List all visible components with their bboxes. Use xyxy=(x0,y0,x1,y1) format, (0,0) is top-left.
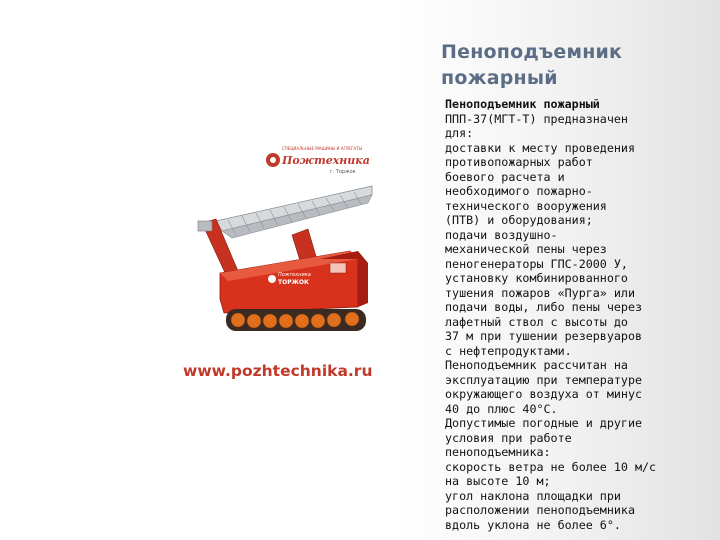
brand-logo xyxy=(266,146,370,175)
description-line: подачи воздушно- xyxy=(445,227,558,242)
website-url: www.pozhtechnika.ru xyxy=(183,362,373,380)
slide-title-line-1: Пеноподъемник xyxy=(441,41,623,63)
description-line: подачи воды, либо пены через xyxy=(445,300,643,314)
description-line: скорость ветра не более 10 м/с xyxy=(445,459,657,474)
vehicle-label-1: Пожтехника xyxy=(278,272,311,278)
description-line: вдоль уклона не более 6°. xyxy=(445,517,621,532)
description-line: для: xyxy=(445,126,474,140)
description-line: расположении пеноподъемника xyxy=(445,503,635,517)
description-line: Пеноподъемник рассчитан на xyxy=(445,358,628,372)
description-line: окружающего воздуха от минус xyxy=(445,387,643,401)
description-line: пеногенераторы ГПС-2000 У, xyxy=(445,256,628,271)
description-line: доставки к месту проведения xyxy=(445,140,635,155)
cab-window xyxy=(330,263,346,273)
description-line: (ПТВ) и оборудования; xyxy=(445,213,593,227)
description-line: боевого расчета и xyxy=(445,169,565,184)
description-line: на высоте 10 м; xyxy=(445,474,551,488)
logo-tagline: СПЕЦИАЛЬНЫЕ МАШИНЫ И АГРЕГАТЫ xyxy=(282,146,363,151)
slide-title-line-2: пожарный xyxy=(441,67,558,89)
description-body xyxy=(445,112,685,533)
description-line: лафетный ствол с высоты до xyxy=(445,314,628,329)
description-line: Допустимые погодные и другие xyxy=(445,416,643,430)
description-line: тушения пожаров «Пурга» или xyxy=(445,285,635,300)
description-line: эксплуатацию при температуре xyxy=(445,372,643,387)
vehicle-photo-image xyxy=(180,123,375,388)
logo-city: г. Торжок xyxy=(330,169,356,175)
description-heading: Пеноподъемник пожарный xyxy=(445,97,600,111)
vehicle-label-2: ТОРЖОК xyxy=(278,279,309,286)
description-line: установку комбинированного xyxy=(445,271,628,285)
description-line: 40 до плюс 40°С. xyxy=(445,401,558,416)
basket xyxy=(198,221,212,231)
description-line: условия при работе xyxy=(445,430,572,445)
description-line: противопожарных работ xyxy=(445,155,593,169)
fire-foam-lift-vehicle xyxy=(198,186,372,331)
description xyxy=(445,97,685,532)
description-line: технического вооружения xyxy=(445,198,607,213)
slide-title xyxy=(441,39,701,91)
description-line: механической пены через xyxy=(445,242,607,256)
description-line: 37 м при тушении резервуаров xyxy=(445,329,643,343)
description-line: угол наклона площадки при xyxy=(445,488,621,503)
description-line: ППП-37(МГТ-Т) предназначен xyxy=(445,111,628,126)
body-emblem-icon xyxy=(268,275,276,283)
ladder-boom xyxy=(216,186,372,238)
vehicle-photo xyxy=(180,123,375,388)
description-line: необходимого пожарно- xyxy=(445,184,593,198)
description-line: с нефтепродуктами. xyxy=(445,343,572,358)
description-line: пеноподъемника: xyxy=(445,445,551,459)
logo-brand: Пожтехника xyxy=(282,154,370,167)
